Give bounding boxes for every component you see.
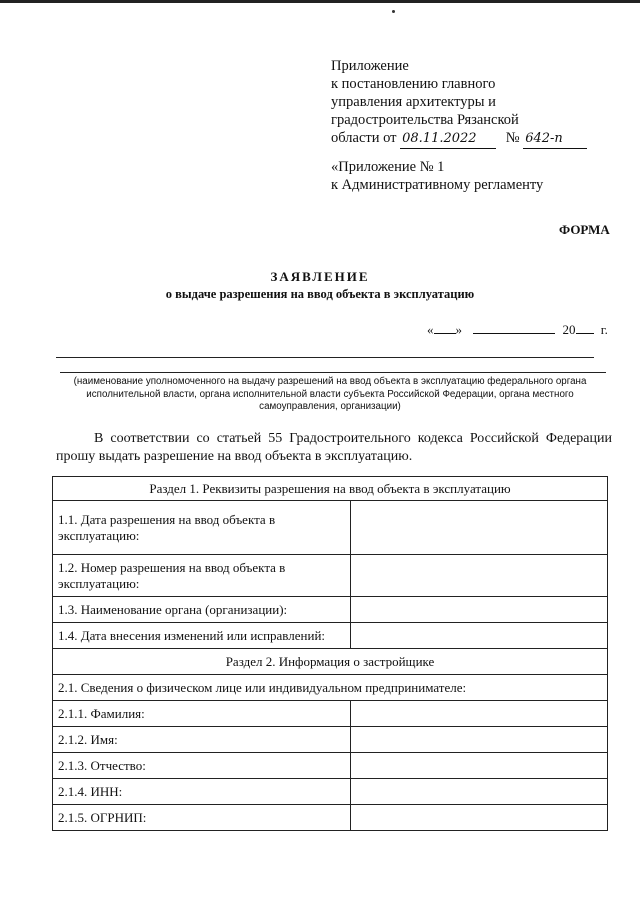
annex-line: градостроительства Рязанской [331, 112, 519, 128]
field-label-1-4: 1.4. Дата внесения изменений или исправлений: [53, 623, 351, 649]
annex-line: к постановлению главного [331, 76, 496, 92]
field-label-2-1-1: 2.1.1. Фамилия: [53, 701, 351, 727]
section-1-header: Раздел 1. Реквизиты разрешения на ввод объекта в эксплуатацию [53, 477, 608, 501]
annex-date-prefix: области от [331, 130, 397, 146]
document-subtitle: о выдаче разрешения на ввод объекта в эксплуатацию [165, 287, 475, 301]
field-value-2-1-5[interactable] [351, 805, 608, 831]
annex-ref-line2: к Административному регламенту [331, 177, 544, 193]
form-label: ФОРМА [559, 222, 610, 237]
field-value-2-1-3[interactable] [351, 753, 608, 779]
year-prefix: 20 [562, 322, 576, 337]
field-value-1-2[interactable] [351, 555, 608, 597]
annex-ref-line1: «Приложение № 1 [331, 159, 445, 175]
field-value-1-3[interactable] [351, 597, 608, 623]
field-value-2-1-2[interactable] [351, 727, 608, 753]
date-close-quote: » [455, 322, 462, 337]
handwritten-date: 08.11.2022 [400, 130, 496, 149]
annex-date-line [331, 129, 587, 149]
application-form-table [52, 476, 608, 831]
annex-line: Приложение [331, 58, 409, 74]
year-blank[interactable] [576, 323, 594, 334]
authority-fill-line[interactable] [56, 357, 594, 358]
field-label-2-1-2: 2.1.2. Имя: [53, 727, 351, 753]
field-value-2-1-4[interactable] [351, 779, 608, 805]
field-value-1-1[interactable] [351, 501, 608, 555]
month-blank[interactable] [473, 323, 555, 334]
field-value-2-1-1[interactable] [351, 701, 608, 727]
field-label-2-1-4: 2.1.4. ИНН: [53, 779, 351, 805]
field-label-2-1: 2.1. Сведения о физическом лице или индивидуальном предпринимателе: [53, 675, 608, 701]
document-title: ЗАЯВЛЕНИЕ [270, 269, 370, 284]
number-label: № [505, 130, 520, 146]
scan-speck [392, 10, 395, 13]
authority-fill-line-2[interactable] [60, 372, 606, 373]
field-label-2-1-5: 2.1.5. ОГРНИП: [53, 805, 351, 831]
application-date-line [427, 322, 608, 338]
authority-caption: (наименование уполномоченного на выдачу разрешений на ввод объекта в эксплуатацию федерального органа исполнительной власти, органа исполнительной власти субъекта Российской Федерации, органа местного самоуправления, организации) [73, 376, 587, 412]
intro-paragraph: В соответствии со статьей 55 Градостроительного кодекса Российской Федерации прошу выдать разрешение на ввод объекта в эксплуатацию. [56, 431, 612, 464]
handwritten-number: 642-п [523, 130, 587, 149]
field-label-1-2: 1.2. Номер разрешения на ввод объекта в эксплуатацию: [53, 555, 351, 597]
date-open-quote: « [427, 322, 434, 337]
field-label-1-3: 1.3. Наименование органа (организации): [53, 597, 351, 623]
annex-line: управления архитектуры и [331, 94, 496, 110]
year-suffix: г. [600, 322, 608, 337]
field-value-1-4[interactable] [351, 623, 608, 649]
annex-reference [331, 158, 543, 194]
page-top-border [0, 0, 640, 3]
annex-header [331, 57, 587, 149]
field-label-2-1-3: 2.1.3. Отчество: [53, 753, 351, 779]
day-blank[interactable] [434, 323, 456, 334]
section-2-header: Раздел 2. Информация о застройщике [53, 649, 608, 675]
field-label-1-1: 1.1. Дата разрешения на ввод объекта в эксплуатацию: [53, 501, 351, 555]
